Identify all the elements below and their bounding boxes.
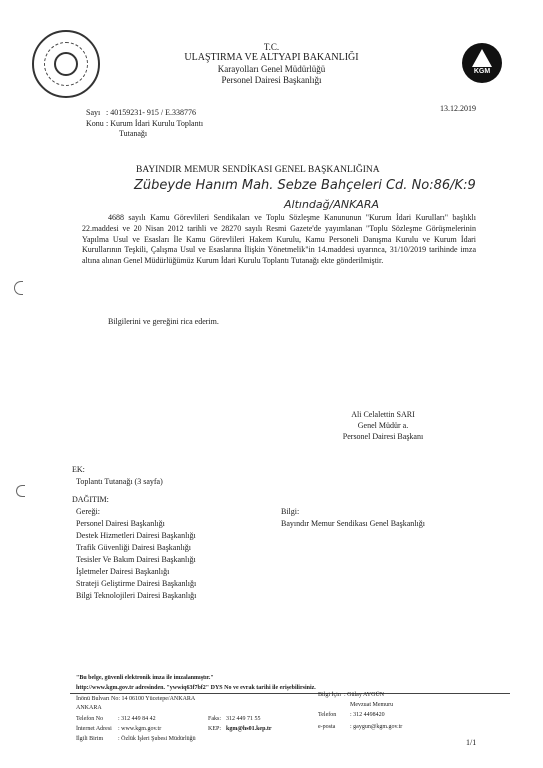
footer-ctel-label: Telefon xyxy=(318,712,337,718)
footer-contact-label: Bilgi İçin xyxy=(318,692,341,698)
footer-unit-value: : Özlük İşleri Şubesi Müdürlüğü xyxy=(118,736,196,742)
konu-label: Konu xyxy=(86,119,104,128)
footer-web-label: İnternet Adresi xyxy=(76,726,112,732)
gereg-item: Personel Dairesi Başkanlığı xyxy=(76,519,165,528)
kgm-logo: KGM xyxy=(462,43,502,83)
addressee-name: BAYINDIR MEMUR SENDİKASI GENEL BAŞKANLIĞINA xyxy=(136,165,380,175)
sayi-label: Sayı xyxy=(86,108,101,117)
signatory-title-2: Personel Dairesi Başkanı xyxy=(342,432,424,441)
bilgi-label: Bilgi: xyxy=(281,507,300,516)
signatory-name: Ali Celalettin SARI xyxy=(351,410,415,419)
footer-divider xyxy=(70,693,510,694)
footer-tel-value: : 312 449 84 42 xyxy=(118,716,156,722)
konu-value-2: Tutanağı xyxy=(119,129,148,138)
signatory-title-1: Genel Müdür a. xyxy=(357,421,409,430)
header-directorate: Karayolları Genel Müdürlüğü xyxy=(217,64,326,74)
gereg-item: Bilgi Teknolojileri Dairesi Başkanlığı xyxy=(76,591,197,600)
footer-fax-value: 312 449 71 55 xyxy=(226,716,261,722)
footer-contact-value: : Gülay AYGÜN xyxy=(344,692,385,698)
footer-kep-label: KEP: xyxy=(208,726,222,732)
margin-mark-top xyxy=(14,281,23,295)
attachments-label: EK: xyxy=(72,465,85,474)
header-ministry: ULAŞTIRMA VE ALTYAPI BAKANLIĞI xyxy=(184,52,359,63)
gereg-item: İşletmeler Dairesi Başkanlığı xyxy=(76,567,170,576)
footer-address: İnönü Bulvarı No: 14 06100 Yücetepe/ANKARA xyxy=(76,696,196,702)
header-department: Personel Dairesi Başkanlığı xyxy=(221,75,322,85)
footer-city: ANKARA xyxy=(76,705,102,711)
document-date: 13.12.2019 xyxy=(440,104,476,113)
footer-ctel-value: : 312 4498420 xyxy=(350,712,385,718)
footer-kep-value[interactable]: kgm@hs01.kep.tr xyxy=(226,726,272,732)
sayi-value: : 40159231- 915 / E.338776 xyxy=(106,108,196,117)
esign-verify-link[interactable]: http://www.kgm.gov.tr adresinden. "ywwiq63f7bf2" DYS No ve evrak tarihi ile erişebilirsiniz. xyxy=(76,685,316,691)
handwritten-address-line-2: Altındağ/ANKARA xyxy=(284,198,379,211)
distribution-label: DAĞITIM: xyxy=(72,495,109,504)
attachment-item: Toplantı Tutanağı (3 sayfa) xyxy=(76,477,163,486)
footer-web-value[interactable]: : www.kgm.gov.tr xyxy=(118,726,162,732)
footer-tel-label: Telefon No xyxy=(76,716,104,722)
bilgi-item: Bayındır Memur Sendikası Genel Başkanlığı xyxy=(281,519,425,528)
footer-contact-title: Mevzuat Memuru xyxy=(350,702,394,708)
footer-unit-label: İlgili Birim xyxy=(76,736,104,742)
header-tc: T.C. xyxy=(263,42,280,52)
gereg-item: Destek Hizmetleri Dairesi Başkanlığı xyxy=(76,531,196,540)
page-number: 1/1 xyxy=(466,738,477,747)
gereg-item: Strateji Geliştirme Dairesi Başkanlığı xyxy=(76,579,197,588)
konu-value: : Kurum İdari Kurulu Toplantı xyxy=(106,119,204,128)
gereg-item: Tesisler Ve Bakım Dairesi Başkanlığı xyxy=(76,555,196,564)
gereg-label: Gereği: xyxy=(76,507,100,516)
margin-mark-bottom xyxy=(16,485,25,497)
esign-notice: "Bu belge, güvenli elektronik imza ile imzalanmıştır." xyxy=(76,675,214,681)
body-paragraph-2: Bilgilerini ve gereğini rica ederim. xyxy=(108,317,219,326)
footer-fax-label: Faks: xyxy=(208,716,222,722)
gereg-item: Trafik Güvenliği Dairesi Başkanlığı xyxy=(76,543,192,552)
footer-email-value[interactable]: : gaygun@kgm.gov.tr xyxy=(350,724,403,730)
body-paragraph-1: 4688 sayılı Kamu Görevlileri Sendikaları ve Toplu Sözleşme Kanununun "Kurum İdari Kurulları" başlıklı 22.maddesi ve 20 Nisan 2012 tarihli ve 28270 sayılı Resmi Gazete'de yayımlanan "Toplu Sözleşme Görüşmelerinin Yapılma Usul ve Esasları İle Kamu Görevlileri Hakem Kurulu, Kamu Personeli Danışma Kurulu ve Kurum İdari Kurullarının Teşkili, Çalışma Usul ve Esaslarına İlişkin Yönetmelik"in 14.maddesi uyarınca, 31/10/2019 tarihinde imza altına alınan Genel Müdürlüğümüz Kurum İdari Kurulu Toplantı Tutanağı ekte gönderilmiştir. xyxy=(82,213,476,266)
footer-email-label: e-posta xyxy=(318,724,336,730)
handwritten-address-line-1: Zübeyde Hanım Mah. Sebze Bahçeleri Cd. No:86/K:9 xyxy=(134,178,476,193)
